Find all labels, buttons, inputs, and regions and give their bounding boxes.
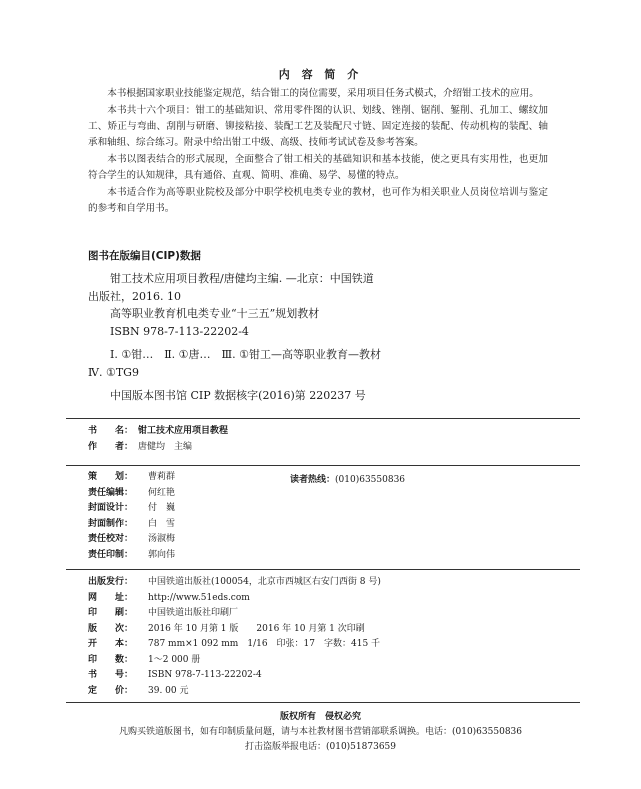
staff-row — [88, 548, 175, 564]
staff-value: 汤淑梅 — [148, 534, 176, 544]
rights-notice: 版权所有 侵权必究 — [279, 712, 361, 722]
book-name-row — [88, 424, 228, 440]
intro-paragraph: 本书适合作为高等职业院校及部分中职学校机电类专业的教材，也可作为相关职业人员岗位培训与鉴定的参考和自学用书。 — [88, 187, 548, 214]
book-info — [88, 424, 228, 455]
pub-row — [88, 637, 381, 653]
hotline-label: 读者热线： — [290, 475, 336, 485]
pub-row — [88, 684, 381, 700]
cip-title: 图书在版编目(CIP)数据 — [88, 250, 201, 262]
cip-line: Ⅰ. ①钳… Ⅱ. ①唐… Ⅲ. ①钳工—高等职业教育—教材 — [110, 348, 381, 361]
hotline-value: (010)63550836 — [335, 475, 406, 485]
divider — [66, 418, 580, 419]
staff-label: 责任印制： — [88, 549, 134, 560]
cip-line: 中国版本图书馆 CIP 数据核字(2016)第 220237 号 — [110, 389, 366, 402]
intro-title: 内 容 简 介 — [278, 68, 363, 81]
divider — [66, 465, 580, 466]
staff-value: 郭向伟 — [148, 549, 176, 560]
pub-label: 开 本： — [88, 639, 134, 649]
book-author-label: 作 者： — [88, 441, 134, 452]
staff-label: 责任编辑： — [88, 487, 134, 498]
staff-value: 白 雪 — [148, 518, 176, 529]
pub-value: 中国铁道出版社(100054，北京市西城区右安门西街 8 号) — [148, 577, 381, 587]
divider — [66, 702, 580, 703]
book-author-value: 唐健均 主编 — [138, 441, 193, 452]
staff-label: 策 划： — [88, 472, 134, 482]
book-name-value: 钳工技术应用项目教程 — [138, 426, 229, 436]
pub-value: http://www.51eds.com — [148, 592, 250, 603]
pub-label: 印 数： — [88, 654, 134, 665]
pub-value: 2016 年 10 月第 1 版 2016 年 10 月第 1 次印刷 — [148, 623, 365, 634]
intro-paragraph: 本书共十六个项目：钳工的基础知识、常用零件图的认识、划线、锉削、锯削、錾削、孔加工、螺纹加工、矫正与弯曲、刮削与研磨、铆接粘接、装配工艺及装配尺寸链、固定连接的装配、传动机构的装配、轴承和轴组、综合练习。附录中给出钳工中级、高级、技师考试试卷及参考答案。 — [88, 105, 548, 148]
pub-label: 版 次： — [88, 623, 134, 634]
staff-row — [88, 501, 175, 517]
reader-hotline — [290, 472, 405, 485]
staff-value: 何红艳 — [148, 487, 176, 498]
intro-section — [88, 86, 548, 218]
divider — [66, 569, 580, 570]
staff-label: 封面制作： — [88, 518, 134, 529]
pub-value: ISBN 978-7-113-22202-4 — [148, 670, 262, 680]
pub-label: 定 价： — [88, 685, 134, 696]
publication-info — [88, 575, 381, 699]
staff-label: 封面设计： — [88, 503, 134, 513]
pub-value: 787 mm×1 092 mm 1/16 印张：17 字数：415 千 — [148, 639, 381, 649]
pub-label: 网 址： — [88, 592, 134, 603]
cip-line: 出版社，2016. 10 — [88, 289, 181, 303]
staff-value: 付 巍 — [148, 503, 176, 513]
staff-row — [88, 532, 175, 548]
pub-label: 出版发行： — [88, 577, 134, 587]
pub-label: 书 号： — [88, 670, 134, 680]
intro-paragraph: 本书以图表结合的形式展现，全面整合了钳工相关的基础知识和基本技能，使之更具有实用性，也更加符合学生的认知规律，具有通俗、直观、简明、准确、易学、易懂的特点。 — [88, 154, 548, 181]
footer-line: 打击盗版举报电话：(010)51873659 — [244, 742, 396, 752]
pub-row — [88, 575, 381, 591]
pub-row — [88, 606, 381, 622]
cip-line: ISBN 978-7-113-22202-4 — [110, 324, 249, 338]
book-name-label: 书 名： — [88, 426, 134, 436]
footer — [0, 710, 641, 755]
pub-value: 1～2 000 册 — [148, 654, 201, 665]
pub-row — [88, 653, 381, 669]
cip-line: 高等职业教育机电类专业“十三五”规划教材 — [110, 307, 320, 320]
staff-row — [88, 517, 175, 533]
staff-row — [88, 486, 175, 502]
intro-paragraph: 本书根据国家职业技能鉴定规范，结合钳工的岗位需要，采用项目任务式模式，介绍钳工技术的应用。 — [107, 88, 539, 99]
staff-row — [88, 470, 175, 486]
pub-value: 中国铁道出版社印刷厂 — [148, 608, 239, 618]
book-author-row — [88, 440, 228, 456]
pub-value: 39. 00 元 — [148, 685, 189, 696]
staff-label: 责任校对： — [88, 534, 134, 544]
pub-label: 印 刷： — [88, 608, 134, 618]
staff-value: 曹莉群 — [148, 472, 176, 482]
cip-line: Ⅳ. ①TG9 — [88, 365, 139, 379]
pub-row — [88, 622, 381, 638]
cip-line: 钳工技术应用项目教程/唐健均主编. —北京：中国铁道 — [110, 272, 374, 285]
footer-line: 凡购买铁道版图书，如有印制质量问题，请与本社教材图书营销部联系调换。电话：(010)63550836 — [118, 727, 522, 737]
pub-row — [88, 668, 381, 684]
staff-info — [88, 470, 175, 563]
cip-block — [88, 270, 548, 405]
pub-row — [88, 591, 381, 607]
